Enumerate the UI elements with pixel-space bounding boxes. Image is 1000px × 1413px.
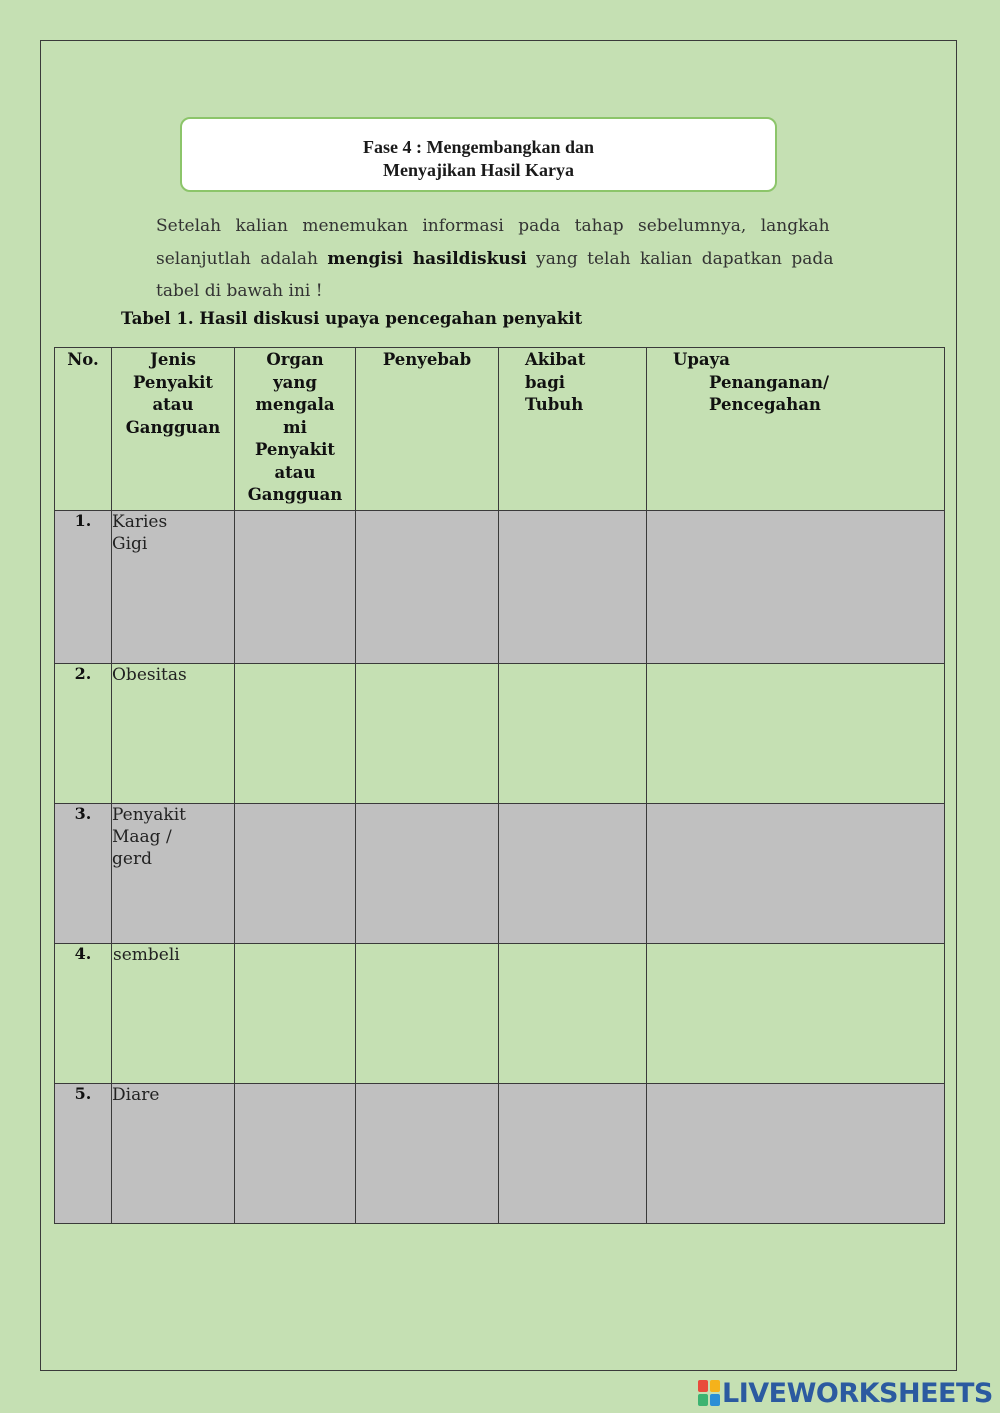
answer-cell-akibat[interactable]: [499, 511, 647, 664]
row-number: 3.: [55, 804, 112, 944]
answer-cell-upaya[interactable]: [647, 804, 945, 944]
answer-cell-penyebab[interactable]: [356, 664, 499, 804]
table-row: [55, 944, 945, 1084]
intro-paragraph: [156, 210, 846, 308]
header-no: No.: [55, 348, 112, 511]
row-number: 2.: [55, 664, 112, 804]
table-row: [55, 511, 945, 664]
intro-line2: [156, 243, 846, 276]
answer-cell-penyebab[interactable]: [356, 944, 499, 1084]
table-row: [55, 1084, 945, 1224]
phase-title-box: [180, 117, 777, 192]
answer-cell-akibat[interactable]: [499, 1084, 647, 1224]
disease-name: Diare: [112, 1084, 235, 1224]
disease-name: Penyakit Maag / gerd: [112, 804, 235, 944]
answer-cell-organ[interactable]: [235, 511, 356, 664]
disease-name: sembeli: [112, 944, 235, 1084]
answer-cell-penyebab[interactable]: [356, 804, 499, 944]
table-row: [55, 664, 945, 804]
answer-cell-akibat[interactable]: [499, 664, 647, 804]
answer-cell-upaya[interactable]: [647, 511, 945, 664]
intro-line3: tabel di bawah ini !: [156, 281, 323, 301]
phase-title-line2: Menyajikan Hasil Karya: [382, 160, 574, 180]
logo-text: LIVEWORKSHEETS: [722, 1377, 993, 1409]
answer-cell-penyebab[interactable]: [356, 1084, 499, 1224]
table-row: [55, 804, 945, 944]
answer-cell-penyebab[interactable]: [356, 511, 499, 664]
table-header-row: [55, 348, 945, 511]
answer-cell-organ[interactable]: [235, 804, 356, 944]
intro-line2-end: yang telah kalian dapatkan pada: [526, 248, 834, 269]
table-caption: Tabel 1. Hasil diskusi upaya pencegahan penyakit: [121, 309, 583, 328]
answer-cell-upaya[interactable]: [647, 944, 945, 1084]
answer-cell-akibat[interactable]: [499, 804, 647, 944]
liveworksheets-logo-icon: [698, 1380, 720, 1406]
intro-line2-start: selanjutlah adalah: [156, 248, 328, 269]
answer-cell-upaya[interactable]: [647, 664, 945, 804]
row-number: 1.: [55, 511, 112, 664]
header-upaya: Upaya Penanganan/ Pencegahan: [647, 348, 945, 511]
answer-cell-akibat[interactable]: [499, 944, 647, 1084]
row-number: 4.: [55, 944, 112, 1084]
header-penyebab: Penyebab: [356, 348, 499, 511]
answer-cell-organ[interactable]: [235, 664, 356, 804]
discussion-table: [54, 347, 945, 1224]
intro-bold-phrase: mengisi hasildiskusi: [327, 248, 527, 269]
disease-name: Karies Gigi: [112, 511, 235, 664]
intro-line1: Setelah kalian menemukan informasi pada tahap sebelumnya, langkah: [156, 216, 830, 236]
answer-cell-upaya[interactable]: [647, 1084, 945, 1224]
answer-cell-organ[interactable]: [235, 1084, 356, 1224]
phase-title-line1: Fase 4 : Mengembangkan dan: [362, 137, 595, 157]
answer-cell-organ[interactable]: [235, 944, 356, 1084]
disease-name: Obesitas: [112, 664, 235, 804]
header-organ: Organ yang mengala mi Penyakit atau Gangguan: [235, 348, 356, 511]
header-jenis: Jenis Penyakit atau Gangguan: [112, 348, 235, 511]
header-akibat: Akibat bagi Tubuh: [499, 348, 647, 511]
row-number: 5.: [55, 1084, 112, 1224]
liveworksheets-logo: [698, 1378, 993, 1408]
